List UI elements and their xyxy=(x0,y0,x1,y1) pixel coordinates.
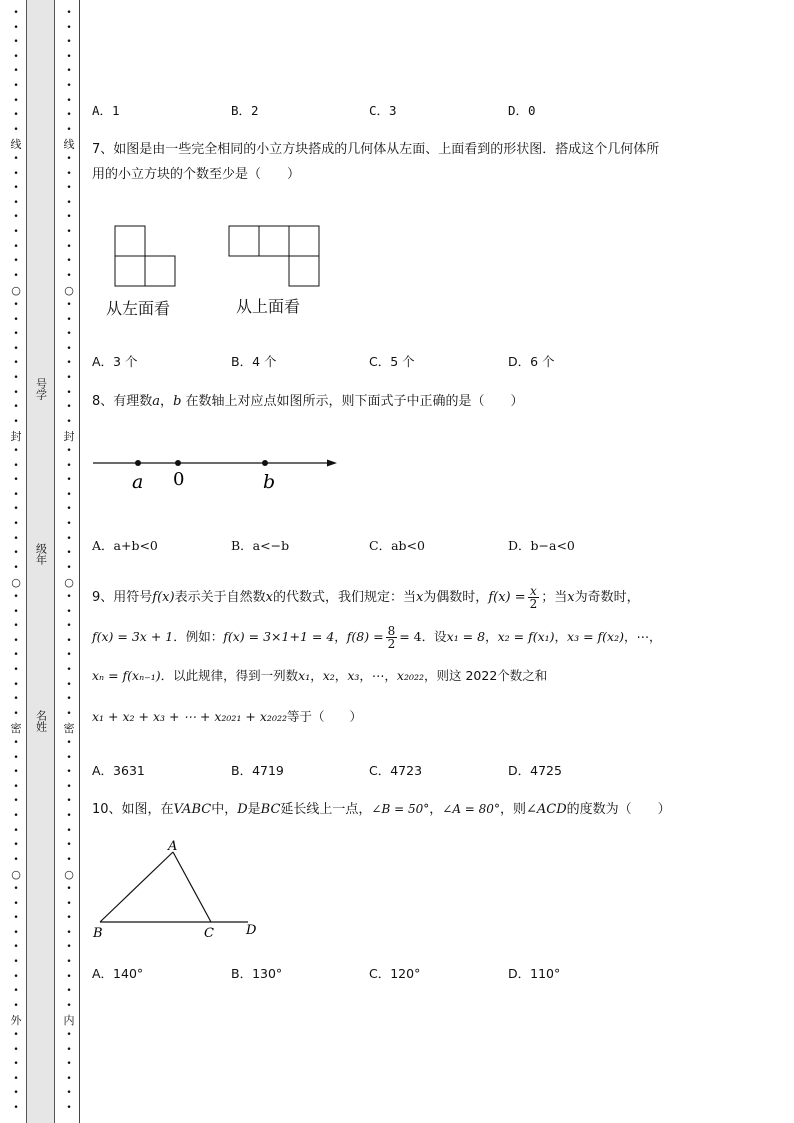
point-a xyxy=(135,460,141,466)
margin-dot: • xyxy=(66,343,72,354)
q10-option-b: B．130° xyxy=(231,966,283,981)
margin-dot: • xyxy=(66,840,72,851)
margin-dot: • xyxy=(13,738,19,748)
vertex-a-label: A xyxy=(168,839,178,854)
q9-line2: f(x) = 3x + 1．例如：f(x) = 3×1+1 = 4，f(8) = $\frac{8}{2}$ = 4．设x₁ = 8，x₂ = f(x₁)，x₃ = f(x₂)，⋯， xyxy=(92,624,662,651)
margin-ring: ○ xyxy=(11,284,21,298)
margin-dot: • xyxy=(66,548,72,559)
margin-dot: • xyxy=(66,489,72,500)
margin-dot: • xyxy=(13,884,19,894)
q6-option-d: D．0 xyxy=(508,103,536,118)
margin-dot: • xyxy=(66,110,72,121)
margin-dot: • xyxy=(13,460,19,471)
margin-dot: • xyxy=(66,373,72,383)
margin-dot: • xyxy=(13,533,19,544)
q7-option-d: D．6 个 xyxy=(508,354,555,369)
margin-dot: • xyxy=(13,942,19,953)
q6-option-a: A．1 xyxy=(92,103,120,118)
margin-dot: • xyxy=(13,183,19,194)
margin-dot: • xyxy=(13,446,19,456)
margin-dot: • xyxy=(13,621,19,632)
top-view-diagram xyxy=(229,226,319,286)
margin-dot: • xyxy=(13,475,19,486)
margin-dot: • xyxy=(13,898,19,909)
margin-dot: • xyxy=(66,22,72,33)
q9-line4: x₁ + x₂ + x₃ + ⋯ + x₂₀₂₁ + x₂₀₂₂等于（ ） xyxy=(92,709,362,724)
margin-dot: • xyxy=(66,913,72,924)
margin-dot: • xyxy=(13,971,19,982)
margin-dot: • xyxy=(13,767,19,778)
q9-fraction-8-over-2: $\frac{8}{2}$ xyxy=(387,624,396,651)
left-view-caption: 从左面看 xyxy=(106,299,171,318)
vertex-d-label: D xyxy=(246,923,257,938)
field-name: 名姓 xyxy=(34,710,48,732)
margin-dot: • xyxy=(66,95,72,106)
margin-dot: • xyxy=(13,8,19,18)
margin-dot: • xyxy=(13,650,19,661)
margin-dot: • xyxy=(13,825,19,836)
margin-dot: • xyxy=(13,124,19,135)
margin-label: 线 xyxy=(63,138,75,152)
margin-dot: • xyxy=(66,796,72,807)
q9-line1: 9、用符号f(x)表示关于自然数x的代数式，我们规定：当x为偶数时，f(x) = $\frac{x}{2}$ ；当x为奇数时， xyxy=(92,584,640,611)
q10-option-a: A．140° xyxy=(92,966,144,981)
margin-dot: • xyxy=(13,168,19,179)
q8-sep: ， xyxy=(160,394,174,409)
q7-option-c: C．5 个 xyxy=(369,354,415,369)
margin-dot: • xyxy=(66,504,72,515)
margin-dot: • xyxy=(13,957,19,967)
margin-dot: • xyxy=(66,197,72,208)
margin-dot: • xyxy=(13,51,19,62)
margin-dot: • xyxy=(66,635,72,646)
margin-dot: • xyxy=(13,781,19,792)
margin-dot: • xyxy=(66,212,72,223)
margin-dot: • xyxy=(66,927,72,938)
margin-dot: • xyxy=(66,387,72,398)
q10-stem: 10、如图，在VABC中，D是BC延长线上一点，∠B = 50°，∠A = 80°，则∠ACD的度数为（ ） xyxy=(92,802,671,817)
margin-dot: • xyxy=(66,1030,72,1040)
number-line xyxy=(88,450,348,495)
margin-dot: • xyxy=(13,416,19,427)
margin-dot: • xyxy=(66,898,72,909)
q9-option-a: A．3631 xyxy=(92,763,145,778)
margin-dot: • xyxy=(66,854,72,865)
q7-option-b: B．4 个 xyxy=(231,354,277,369)
margin-dot: • xyxy=(13,635,19,646)
margin-dot: • xyxy=(66,694,72,705)
margin-label: 密 xyxy=(63,722,75,736)
margin-dot: • xyxy=(66,1103,72,1113)
margin-dot: • xyxy=(13,241,19,252)
vertex-b-label: B xyxy=(93,926,103,941)
margin-dot: • xyxy=(13,81,19,91)
top-view-caption: 从上面看 xyxy=(236,297,301,316)
segment-ac xyxy=(173,852,211,922)
margin-dot: • xyxy=(13,752,19,763)
margin-dot: • xyxy=(66,752,72,763)
margin-dot: • xyxy=(66,825,72,836)
q8-stem xyxy=(92,393,524,411)
margin-label: 封 xyxy=(63,430,75,444)
margin-dot: • xyxy=(13,519,19,529)
margin-dot: • xyxy=(66,592,72,602)
margin-dot: • xyxy=(13,665,19,675)
margin-dot: • xyxy=(13,66,19,77)
margin-dot: • xyxy=(13,256,19,267)
q10-option-c: C．120° xyxy=(369,966,421,981)
margin-dot: • xyxy=(13,95,19,106)
margin-dot: • xyxy=(66,1059,72,1070)
margin-dot: • xyxy=(66,168,72,179)
margin-dot: • xyxy=(66,606,72,617)
margin-dot: • xyxy=(13,1044,19,1055)
margin-ring: ○ xyxy=(64,284,74,298)
margin-dot: • xyxy=(13,489,19,500)
margin-dot: • xyxy=(13,854,19,865)
q8-option-b: B．a<−b xyxy=(231,538,290,553)
triangle-figure xyxy=(88,835,268,945)
margin-dot: • xyxy=(66,1000,72,1011)
margin-dot: • xyxy=(13,212,19,223)
margin-dot: • xyxy=(66,358,72,369)
margin-dot: • xyxy=(66,1073,72,1084)
margin-dot: • xyxy=(66,767,72,778)
margin-dot: • xyxy=(13,811,19,821)
margin-dot: • xyxy=(13,1088,19,1099)
margin-dot: • xyxy=(66,124,72,135)
margin-dot: • xyxy=(13,1030,19,1040)
q8-option-c: C．ab<0 xyxy=(369,538,425,553)
q8-var-a: a xyxy=(152,394,161,409)
margin-ring: ○ xyxy=(11,868,21,882)
margin-dot: • xyxy=(66,1044,72,1055)
margin-dot: • xyxy=(66,256,72,267)
field-student-number: 号学 xyxy=(34,378,48,400)
q8-text-1: 8、有理数 xyxy=(92,394,153,409)
margin-dot: • xyxy=(13,708,19,719)
margin-dot: • xyxy=(13,300,19,310)
margin-dot: • xyxy=(66,738,72,748)
margin-label: 外 xyxy=(10,1014,22,1028)
margin-dot: • xyxy=(66,183,72,194)
margin-dot: • xyxy=(13,606,19,617)
margin-dot: • xyxy=(66,416,72,427)
margin-dot: • xyxy=(66,811,72,821)
margin-dot: • xyxy=(13,387,19,398)
field-grade: 级年 xyxy=(34,543,48,565)
margin-dot: • xyxy=(66,519,72,529)
margin-dot: • xyxy=(13,840,19,851)
margin-dot: • xyxy=(13,37,19,48)
left-view-diagram xyxy=(115,226,175,286)
margin-dot: • xyxy=(66,329,72,340)
margin-dot: • xyxy=(66,942,72,953)
margin-dot: • xyxy=(66,971,72,982)
margin-dot: • xyxy=(66,884,72,894)
q8-option-d: D．b−a<0 xyxy=(508,538,575,553)
q9-option-d: D．4725 xyxy=(508,763,562,778)
margin-dot: • xyxy=(13,986,19,997)
margin-dot: • xyxy=(66,679,72,690)
margin-dot: • xyxy=(66,665,72,675)
q8-var-b: b xyxy=(173,394,182,409)
margin-dot: • xyxy=(13,1000,19,1011)
margin-dot: • xyxy=(13,154,19,164)
q9-option-c: C．4723 xyxy=(369,763,423,778)
margin-label: 线 xyxy=(10,138,22,152)
margin-dot: • xyxy=(13,1073,19,1084)
margin-dot: • xyxy=(13,562,19,573)
margin-dot: • xyxy=(66,446,72,456)
margin-dot: • xyxy=(66,402,72,413)
q7-stem-line1: 7、如图是由一些完全相同的小立方块搭成的几何体从左面、上面看到的形状图．搭成这个几何体所 xyxy=(92,142,660,157)
margin-dot: • xyxy=(13,402,19,413)
segment-ab xyxy=(100,852,173,922)
margin-dot: • xyxy=(13,227,19,237)
margin-label: 密 xyxy=(10,722,22,736)
margin-dot: • xyxy=(66,270,72,281)
margin-dot: • xyxy=(13,22,19,33)
q8-text-2: 在数轴上对应点如图所示，则下面式子中正确的是（ ） xyxy=(181,394,524,409)
margin-rule xyxy=(79,0,80,1123)
margin-dot: • xyxy=(66,66,72,77)
margin-dot: • xyxy=(66,986,72,997)
margin-dot: • xyxy=(13,1103,19,1113)
margin-dot: • xyxy=(13,927,19,938)
q9-option-b: B．4719 xyxy=(231,763,284,778)
margin-dot: • xyxy=(13,343,19,354)
margin-dot: • xyxy=(66,51,72,62)
number-line-arrow xyxy=(327,460,337,467)
margin-ring: ○ xyxy=(64,868,74,882)
margin-dot: • xyxy=(13,329,19,340)
margin-dot: • xyxy=(66,533,72,544)
margin-ring: ○ xyxy=(64,576,74,590)
q9-fraction-x-over-2: $\frac{x}{2}$ xyxy=(529,584,538,611)
q9-line3: xₙ = f(xₙ₋₁)．以此规律，得到一列数x₁，x₂，x₃，⋯，x₂₀₂₂，则这 2022个数之和 xyxy=(92,668,548,683)
q7-stem-line2: 用的小立方块的个数至少是（ ） xyxy=(92,167,301,182)
q6-option-c: C．3 xyxy=(369,103,397,118)
margin-dot: • xyxy=(66,81,72,91)
margin-dot: • xyxy=(66,1088,72,1099)
margin-dot: • xyxy=(66,957,72,967)
margin-dot: • xyxy=(66,781,72,792)
q7-option-a: A．3 个 xyxy=(92,354,138,369)
margin-dots-left xyxy=(9,0,23,1123)
margin-dot: • xyxy=(66,8,72,18)
margin-dot: • xyxy=(13,197,19,208)
q6-option-b: B．2 xyxy=(231,103,259,118)
margin-dot: • xyxy=(66,708,72,719)
margin-label: 封 xyxy=(10,430,22,444)
q8-option-a: A．a+b<0 xyxy=(92,538,158,553)
margin-dot: • xyxy=(13,694,19,705)
margin-label: 内 xyxy=(63,1014,75,1028)
margin-dot: • xyxy=(13,373,19,383)
margin-dot: • xyxy=(66,241,72,252)
margin-dot: • xyxy=(13,358,19,369)
margin-dot: • xyxy=(13,270,19,281)
margin-dot: • xyxy=(13,504,19,515)
margin-dot: • xyxy=(13,913,19,924)
margin-dot: • xyxy=(66,460,72,471)
vertex-c-label: C xyxy=(204,926,214,941)
margin-dot: • xyxy=(13,679,19,690)
margin-dot: • xyxy=(66,227,72,237)
margin-dot: • xyxy=(66,621,72,632)
margin-ring: ○ xyxy=(11,576,21,590)
margin-dot: • xyxy=(66,475,72,486)
margin-dot: • xyxy=(13,796,19,807)
margin-dot: • xyxy=(66,650,72,661)
point-b xyxy=(262,460,268,466)
margin-dot: • xyxy=(66,300,72,310)
label-b: b xyxy=(263,471,276,493)
margin-dot: • xyxy=(66,154,72,164)
margin-dot: • xyxy=(66,314,72,325)
margin-dot: • xyxy=(66,37,72,48)
margin-dot: • xyxy=(66,562,72,573)
margin-dot: • xyxy=(13,314,19,325)
margin-dot: • xyxy=(13,1059,19,1070)
label-0: 0 xyxy=(173,469,185,490)
margin-dot: • xyxy=(13,110,19,121)
margin-dots-right xyxy=(62,0,76,1123)
margin-dot: • xyxy=(13,548,19,559)
label-a: a xyxy=(132,471,144,493)
q10-option-d: D．110° xyxy=(508,966,561,981)
margin-dot: • xyxy=(13,592,19,602)
point-0 xyxy=(175,460,181,466)
